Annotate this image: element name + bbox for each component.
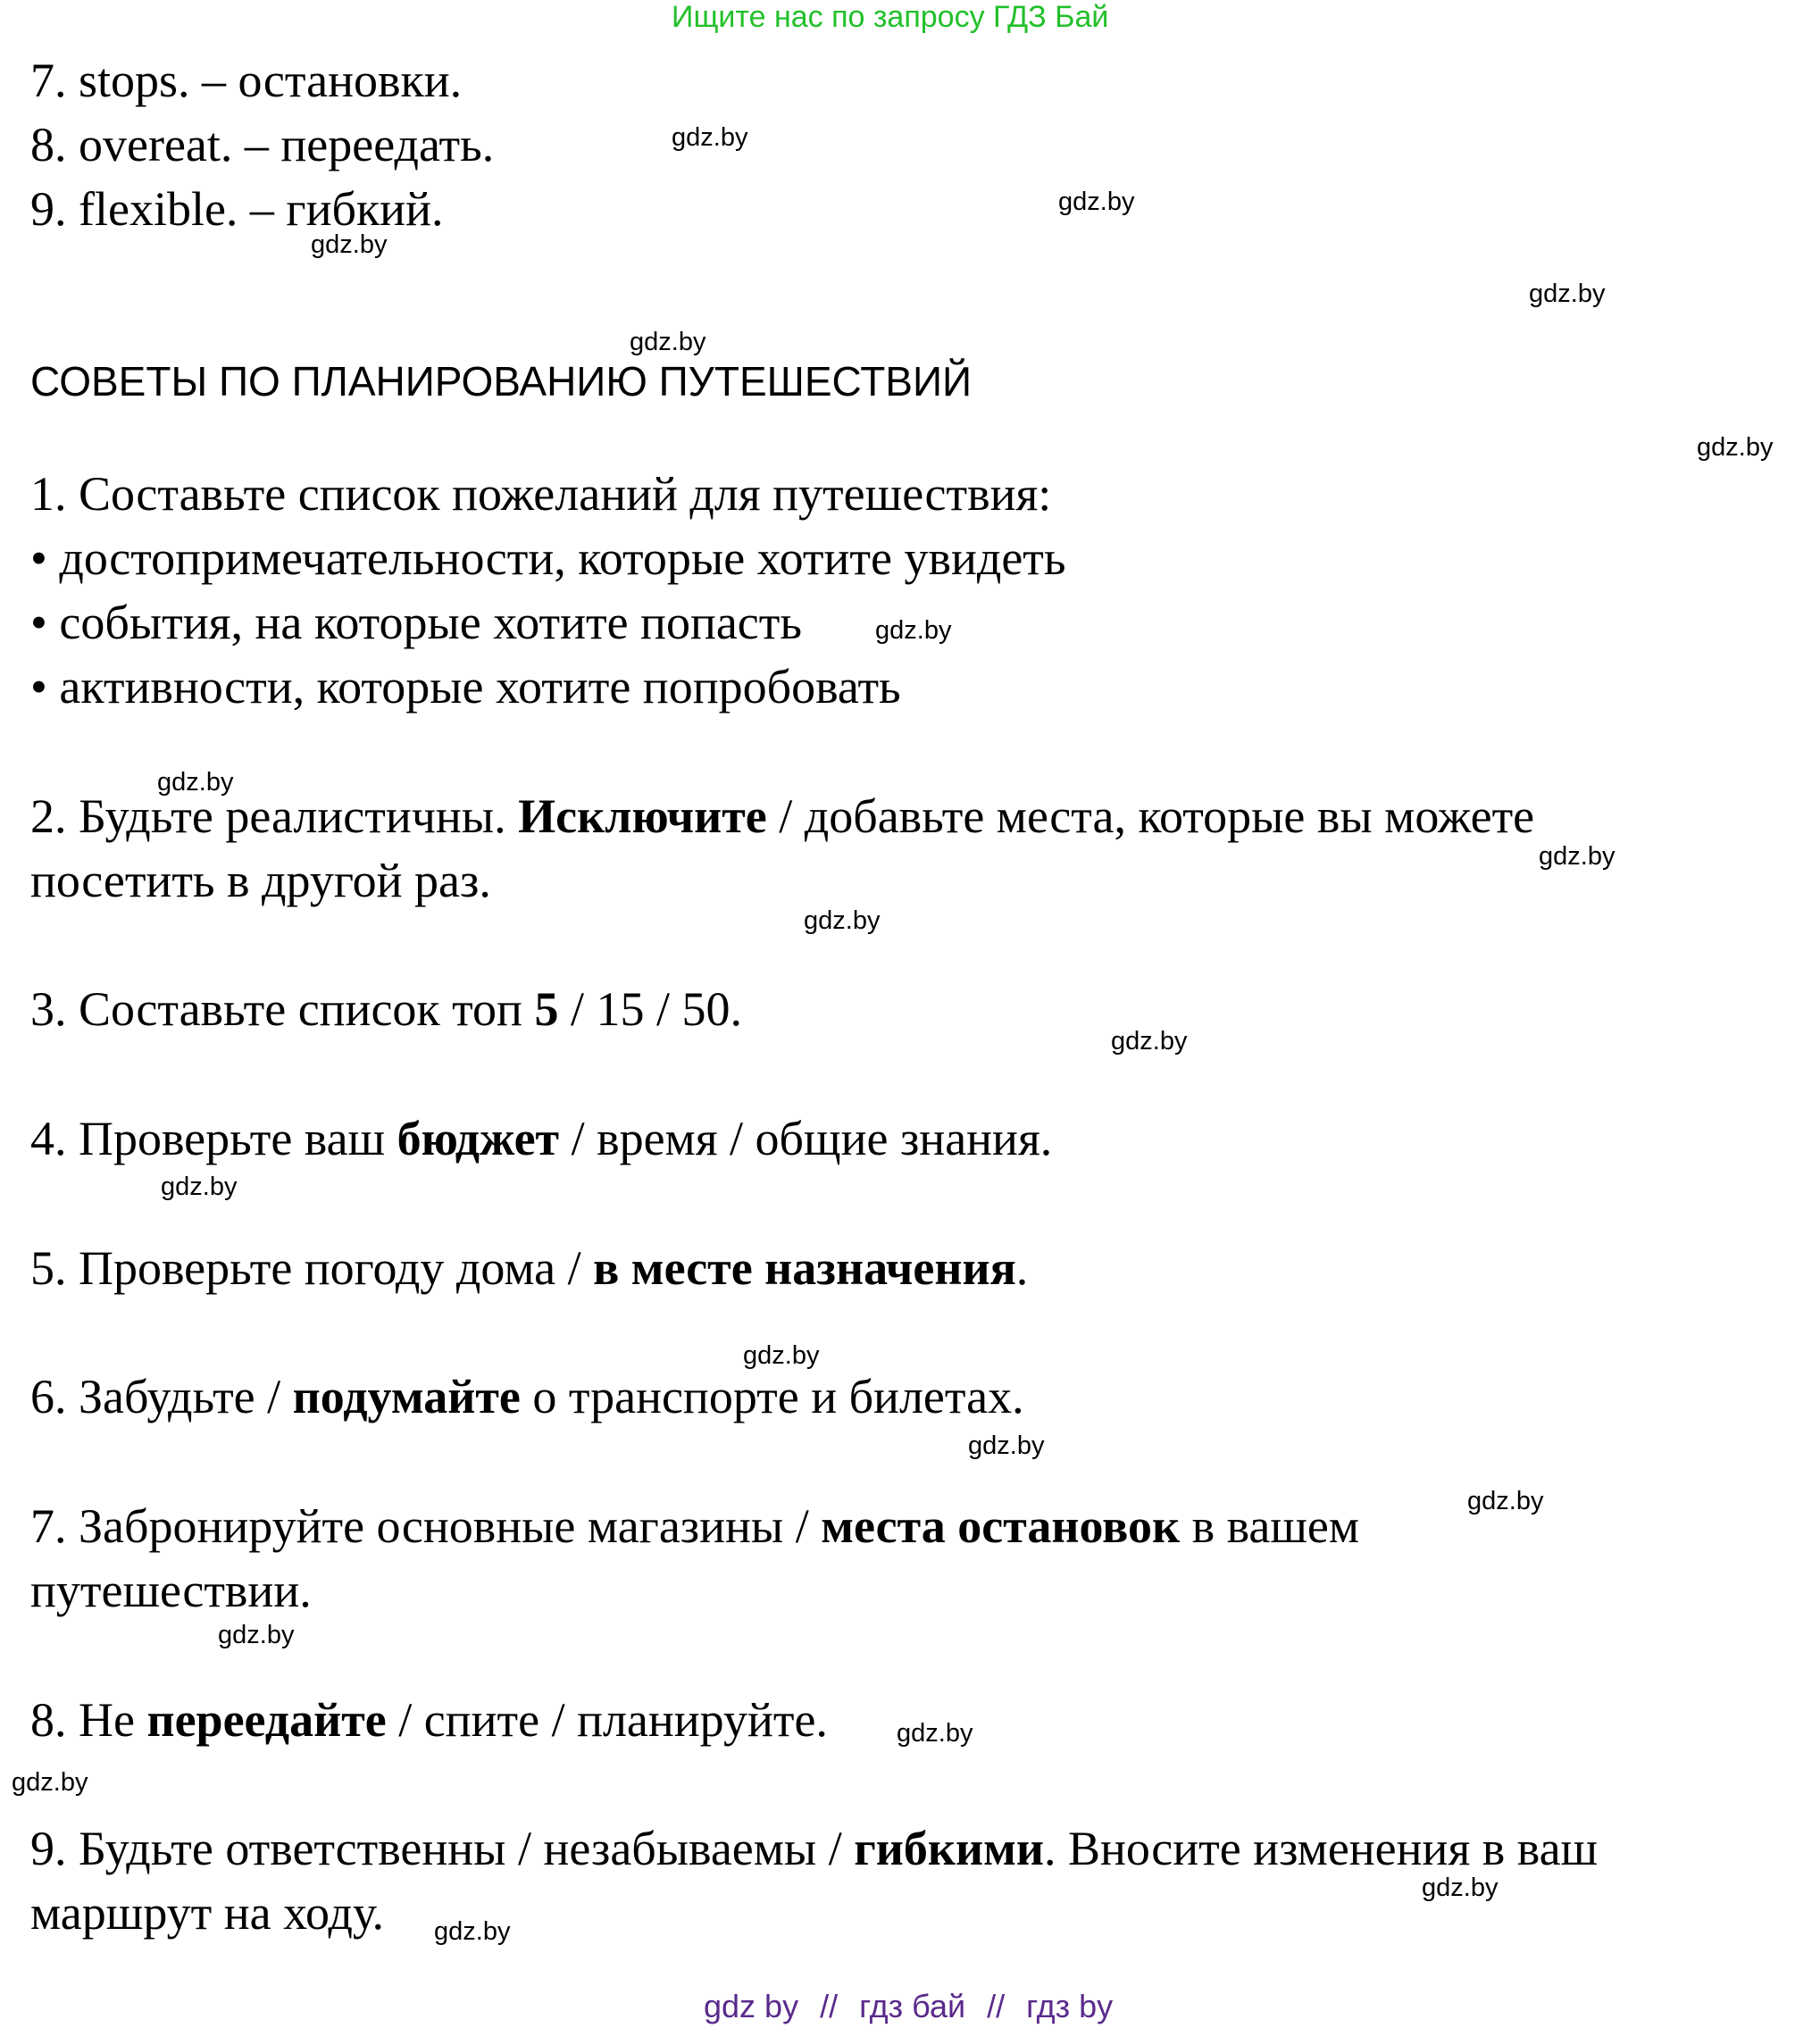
watermark: gdz.by xyxy=(157,768,234,797)
tip-text: 2. Будьте реалистичны. xyxy=(30,789,519,843)
watermark: gdz.by xyxy=(897,1719,973,1748)
tip-text: 3. Составьте список топ xyxy=(30,982,535,1036)
watermark: gdz.by xyxy=(630,328,706,356)
section-title: СОВЕТЫ ПО ПЛАНИРОВАНИЮ ПУТЕШЕСТВИЙ xyxy=(30,358,973,405)
tip-4-line xyxy=(30,1112,1052,1165)
tip-5-line xyxy=(30,1241,1028,1295)
watermark: gdz.by xyxy=(1539,842,1615,871)
vocab-line: 8. overeat. – переедать. xyxy=(30,118,495,171)
watermark: gdz.by xyxy=(12,1768,88,1797)
tip-answer: в месте назначения xyxy=(593,1241,1016,1295)
tip-2-line: посетить в другой раз. xyxy=(30,854,491,907)
tip-7-line: путешествии. xyxy=(30,1564,312,1617)
watermark: gdz.by xyxy=(804,906,881,935)
tip-text: 5. Проверьте погоду дома / xyxy=(30,1241,594,1295)
tip-text: в вашем xyxy=(1180,1499,1360,1553)
search-hint: Ищите нас по запросу ГДЗ Бай xyxy=(672,0,1109,34)
watermark: gdz.by xyxy=(311,230,388,259)
footer-link-gdz-by-cyr[interactable]: гдз by xyxy=(1026,1988,1114,2024)
footer-separator: // xyxy=(987,1988,1006,2024)
tip-text: о транспорте и билетах. xyxy=(520,1370,1024,1423)
tip-text: / 15 / 50. xyxy=(558,982,742,1036)
tip-6-line xyxy=(30,1370,1024,1423)
watermark: gdz.by xyxy=(1467,1487,1544,1515)
watermark: gdz.by xyxy=(875,616,952,645)
watermark: gdz.by xyxy=(743,1341,820,1370)
footer-separator: // xyxy=(820,1988,839,2024)
tip-answer: бюджет xyxy=(397,1112,560,1165)
vocab-line: 9. flexible. – гибкий. xyxy=(30,182,444,236)
watermark: gdz.by xyxy=(1529,280,1606,308)
tip-text: / время / общие знания. xyxy=(559,1112,1053,1165)
tip-answer: места остановок xyxy=(821,1499,1181,1553)
tip-answer: подумайте xyxy=(292,1370,521,1423)
watermark: gdz.by xyxy=(968,1431,1045,1460)
footer-link-gdz-by[interactable]: gdz by xyxy=(704,1988,799,2024)
tip-text: 8. Не xyxy=(30,1693,147,1747)
tip-answer: переедайте xyxy=(146,1693,387,1747)
tip-1-bullet: • активности, которые хотите попробовать xyxy=(30,660,901,714)
watermark: gdz.by xyxy=(1111,1027,1188,1056)
tip-answer: гибкими xyxy=(854,1822,1044,1875)
tip-text: 4. Проверьте ваш xyxy=(30,1112,397,1165)
tip-answer: Исключите xyxy=(518,789,767,843)
tip-text: 9. Будьте ответственны / незабываемы / xyxy=(30,1822,855,1875)
tip-3-line xyxy=(30,982,742,1036)
tip-9-line xyxy=(30,1822,1598,1875)
tip-8-line xyxy=(30,1693,828,1747)
watermark: gdz.by xyxy=(1058,188,1135,216)
vocab-line: 7. stops. – остановки. xyxy=(30,54,463,107)
tip-9-line: маршрут на ходу. xyxy=(30,1886,385,1940)
footer-links xyxy=(704,1988,1113,2025)
tip-1-bullet: • достопримечательности, которые хотите увидеть xyxy=(30,531,1066,585)
watermark: gdz.by xyxy=(672,123,748,152)
tip-text: . Вносите изменения в ваш xyxy=(1043,1822,1599,1875)
watermark: gdz.by xyxy=(1697,433,1774,462)
watermark: gdz.by xyxy=(1422,1874,1499,1902)
footer-link-gdz-bai[interactable]: гдз бай xyxy=(859,1988,966,2024)
tip-7-line xyxy=(30,1499,1359,1553)
watermark: gdz.by xyxy=(218,1621,295,1649)
tip-answer: 5 xyxy=(534,982,559,1036)
watermark: gdz.by xyxy=(434,1917,511,1946)
tip-2-line xyxy=(30,789,1534,843)
tip-1-bullet: • события, на которые хотите попасть xyxy=(30,596,802,649)
tip-text: 7. Забронируйте основные магазины / xyxy=(30,1499,822,1553)
watermark: gdz.by xyxy=(161,1173,238,1201)
tip-text: 6. Забудьте / xyxy=(30,1370,293,1423)
tip-text: / добавьте места, которые вы можете xyxy=(766,789,1535,843)
tip-text: / спите / планируйте. xyxy=(386,1693,828,1747)
tip-text: . xyxy=(1015,1241,1029,1295)
tip-1-heading: 1. Составьте список пожеланий для путешествия: xyxy=(30,467,1052,521)
